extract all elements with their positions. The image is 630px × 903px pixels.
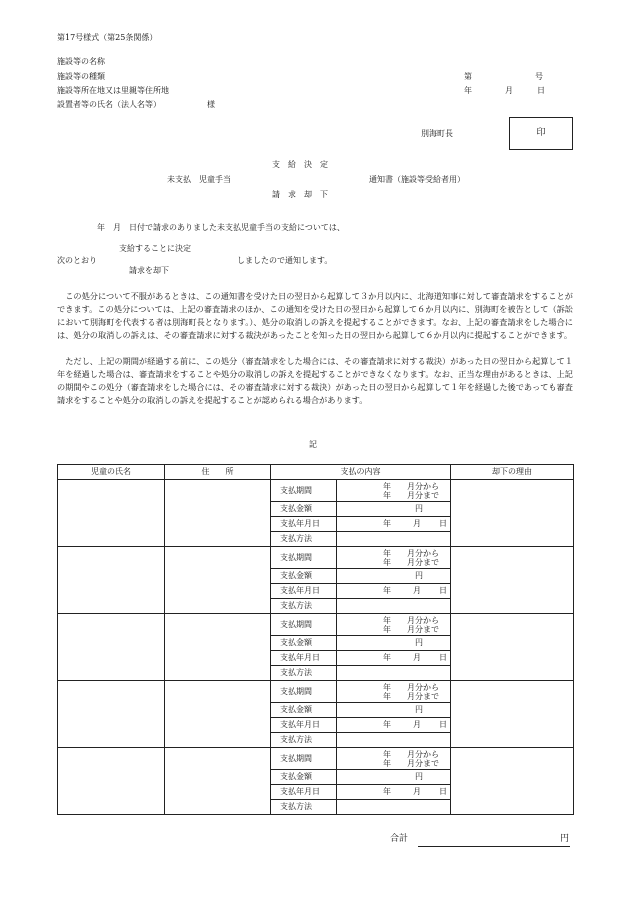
date-month-unit: 月 <box>413 653 421 663</box>
yen-unit: 円 <box>415 504 423 514</box>
header-child-name: 児童の氏名 <box>58 465 165 480</box>
date-day-unit: 日 <box>439 787 447 797</box>
period-value[interactable] <box>337 480 451 502</box>
rejection-reason-cell[interactable] <box>451 480 574 547</box>
date-year-unit: 年 <box>383 787 391 797</box>
amount-value[interactable] <box>337 502 451 517</box>
period-from: 年 月分から <box>383 682 439 692</box>
yen-unit: 円 <box>415 571 423 581</box>
child-name-cell[interactable] <box>58 614 165 681</box>
founder-label: 設置者等の氏名（法人名等） <box>57 100 161 109</box>
period-to: 年 月分まで <box>383 490 439 500</box>
method-value[interactable] <box>337 532 451 547</box>
amount-label: 支払金額 <box>271 770 337 785</box>
date-day-unit: 日 <box>439 653 447 663</box>
date-month: 月 <box>505 86 513 95</box>
title-subject: 未支払 児童手当 <box>167 175 231 184</box>
date-label: 支払年月日 <box>271 517 337 532</box>
period-from: 年 月分から <box>383 548 439 558</box>
address-cell[interactable] <box>165 547 271 614</box>
period-from: 年 月分から <box>383 481 439 491</box>
period-from: 年 月分から <box>383 615 439 625</box>
date-year-unit: 年 <box>383 653 391 663</box>
date-day-unit: 日 <box>439 586 447 596</box>
method-label: 支払方法 <box>271 800 337 815</box>
issuer-name: 別海町長 <box>421 129 453 138</box>
amount-value[interactable] <box>337 569 451 584</box>
rejection-reason-cell[interactable] <box>451 614 574 681</box>
rejection-reason-cell[interactable] <box>451 547 574 614</box>
payment-table <box>57 464 574 815</box>
table-row <box>58 681 574 703</box>
date-value[interactable] <box>337 785 451 800</box>
table-row <box>58 547 574 569</box>
date-year: 年 <box>464 86 472 95</box>
title-approval: 支 給 決 定 <box>272 160 328 169</box>
amount-label: 支払金額 <box>271 703 337 718</box>
doc-number-prefix: 第 <box>464 72 472 81</box>
method-label: 支払方法 <box>271 599 337 614</box>
date-year-unit: 年 <box>383 586 391 596</box>
form-number: 第17号様式（第25条関係） <box>57 33 158 42</box>
yen-unit: 円 <box>415 638 423 648</box>
method-value[interactable] <box>337 733 451 748</box>
method-label: 支払方法 <box>271 532 337 547</box>
total-label: 合計 <box>390 834 409 844</box>
date-month-unit: 月 <box>413 586 421 596</box>
date-value[interactable] <box>337 651 451 666</box>
period-label: 支払期間 <box>271 480 337 502</box>
doc-number-suffix: 号 <box>535 72 543 81</box>
ki-label: 記 <box>309 440 317 449</box>
date-day-unit: 日 <box>439 519 447 529</box>
period-from: 年 月分から <box>383 749 439 759</box>
sama-suffix: 様 <box>207 100 215 109</box>
rejection-reason-cell[interactable] <box>451 748 574 815</box>
amount-label: 支払金額 <box>271 569 337 584</box>
title-rejection: 請 求 却 下 <box>272 190 328 199</box>
period-value[interactable] <box>337 748 451 770</box>
total-underline <box>418 846 570 847</box>
period-to: 年 月分まで <box>383 691 439 701</box>
intro-suffix: しましたので通知します。 <box>237 256 333 265</box>
period-value[interactable] <box>337 547 451 569</box>
method-value[interactable] <box>337 800 451 815</box>
seal-box: 印 <box>509 117 573 150</box>
address-cell[interactable] <box>165 748 271 815</box>
period-label: 支払期間 <box>271 748 337 770</box>
table-row <box>58 614 574 636</box>
facility-name-label: 施設等の名称 <box>57 57 105 66</box>
notice-paragraph-1: この処分について不服があるときは、この通知書を受けた日の翌日から起算して３か月以内に、北海道知事に対して審査請求をすることができます。この処分については、上記の審査請求のほか、この通知を受けた日の翌日から起算して６か月以内に、別海町を被告として（訴訟において別海町を代表する者は別海町長となります。）、処分の取消しの訴えを提起することができます。なお、上記の審査請求をした場合には、処分の取消しの訴えは、その審査請求に対する裁決があったことを知った日の翌日から起算して６か月以内に提起することができます。 <box>57 291 573 340</box>
method-label: 支払方法 <box>271 733 337 748</box>
total-yen: 円 <box>560 834 570 844</box>
child-name-cell[interactable] <box>58 681 165 748</box>
amount-value[interactable] <box>337 770 451 785</box>
period-label: 支払期間 <box>271 681 337 703</box>
date-month-unit: 月 <box>413 787 421 797</box>
child-name-cell[interactable] <box>58 748 165 815</box>
table-header-row <box>58 465 574 480</box>
date-day-unit: 日 <box>439 720 447 730</box>
child-name-cell[interactable] <box>58 547 165 614</box>
date-value[interactable] <box>337 718 451 733</box>
amount-label: 支払金額 <box>271 502 337 517</box>
address-cell[interactable] <box>165 614 271 681</box>
method-value[interactable] <box>337 599 451 614</box>
period-label: 支払期間 <box>271 547 337 569</box>
header-address: 住 所 <box>165 465 271 480</box>
facility-type-label: 施設等の種類 <box>57 72 105 81</box>
date-month-unit: 月 <box>413 720 421 730</box>
date-label: 支払年月日 <box>271 718 337 733</box>
amount-value[interactable] <box>337 636 451 651</box>
date-year-unit: 年 <box>383 519 391 529</box>
amount-value[interactable] <box>337 703 451 718</box>
period-label: 支払期間 <box>271 614 337 636</box>
method-label: 支払方法 <box>271 666 337 681</box>
intro-option-approve: 支給することに決定 <box>119 244 191 253</box>
date-label: 支払年月日 <box>271 785 337 800</box>
period-value[interactable] <box>337 681 451 703</box>
date-year-unit: 年 <box>383 720 391 730</box>
child-name-cell[interactable] <box>58 480 165 547</box>
intro-sentence: 年 月 日付で請求のありました未支払児童手当の支給については、 <box>97 223 345 232</box>
table-row <box>58 480 574 502</box>
title-notice: 通知書（施設等受給者用） <box>369 175 465 184</box>
period-to: 年 月分まで <box>383 624 439 634</box>
date-day: 日 <box>537 86 545 95</box>
yen-unit: 円 <box>415 705 423 715</box>
intro-next-prefix: 次のとおり <box>57 256 97 265</box>
date-value[interactable] <box>337 584 451 599</box>
amount-label: 支払金額 <box>271 636 337 651</box>
period-value[interactable] <box>337 614 451 636</box>
date-label: 支払年月日 <box>271 651 337 666</box>
period-to: 年 月分まで <box>383 758 439 768</box>
header-rejection-reason: 却下の理由 <box>451 465 574 480</box>
address-cell[interactable] <box>165 681 271 748</box>
date-label: 支払年月日 <box>271 584 337 599</box>
date-value[interactable] <box>337 517 451 532</box>
notice-paragraph-2: ただし、上記の期間が経過する前に、この処分（審査請求をした場合には、その審査請求に対する裁決）があった日の翌日から起算して１年を経過した場合は、審査請求をすることや処分の取消しの訴えを提起することができなくなります。なお、正当な理由があるときは、上記の期間やこの処分（審査請求をした場合には、その審査請求に対する裁決）があった日の翌日から起算して１年を経過した後であっても審査請求をすることや処分の取消しの訴えを提起することが認められる場合があります。 <box>57 356 573 405</box>
method-value[interactable] <box>337 666 451 681</box>
yen-unit: 円 <box>415 772 423 782</box>
intro-option-reject: 請求を却下 <box>129 266 169 275</box>
header-payment-content: 支払の内容 <box>271 465 451 480</box>
date-month-unit: 月 <box>413 519 421 529</box>
facility-address-label: 施設等所在地又は里親等住所地 <box>57 86 169 95</box>
rejection-reason-cell[interactable] <box>451 681 574 748</box>
address-cell[interactable] <box>165 480 271 547</box>
period-to: 年 月分まで <box>383 557 439 567</box>
table-row <box>58 748 574 770</box>
